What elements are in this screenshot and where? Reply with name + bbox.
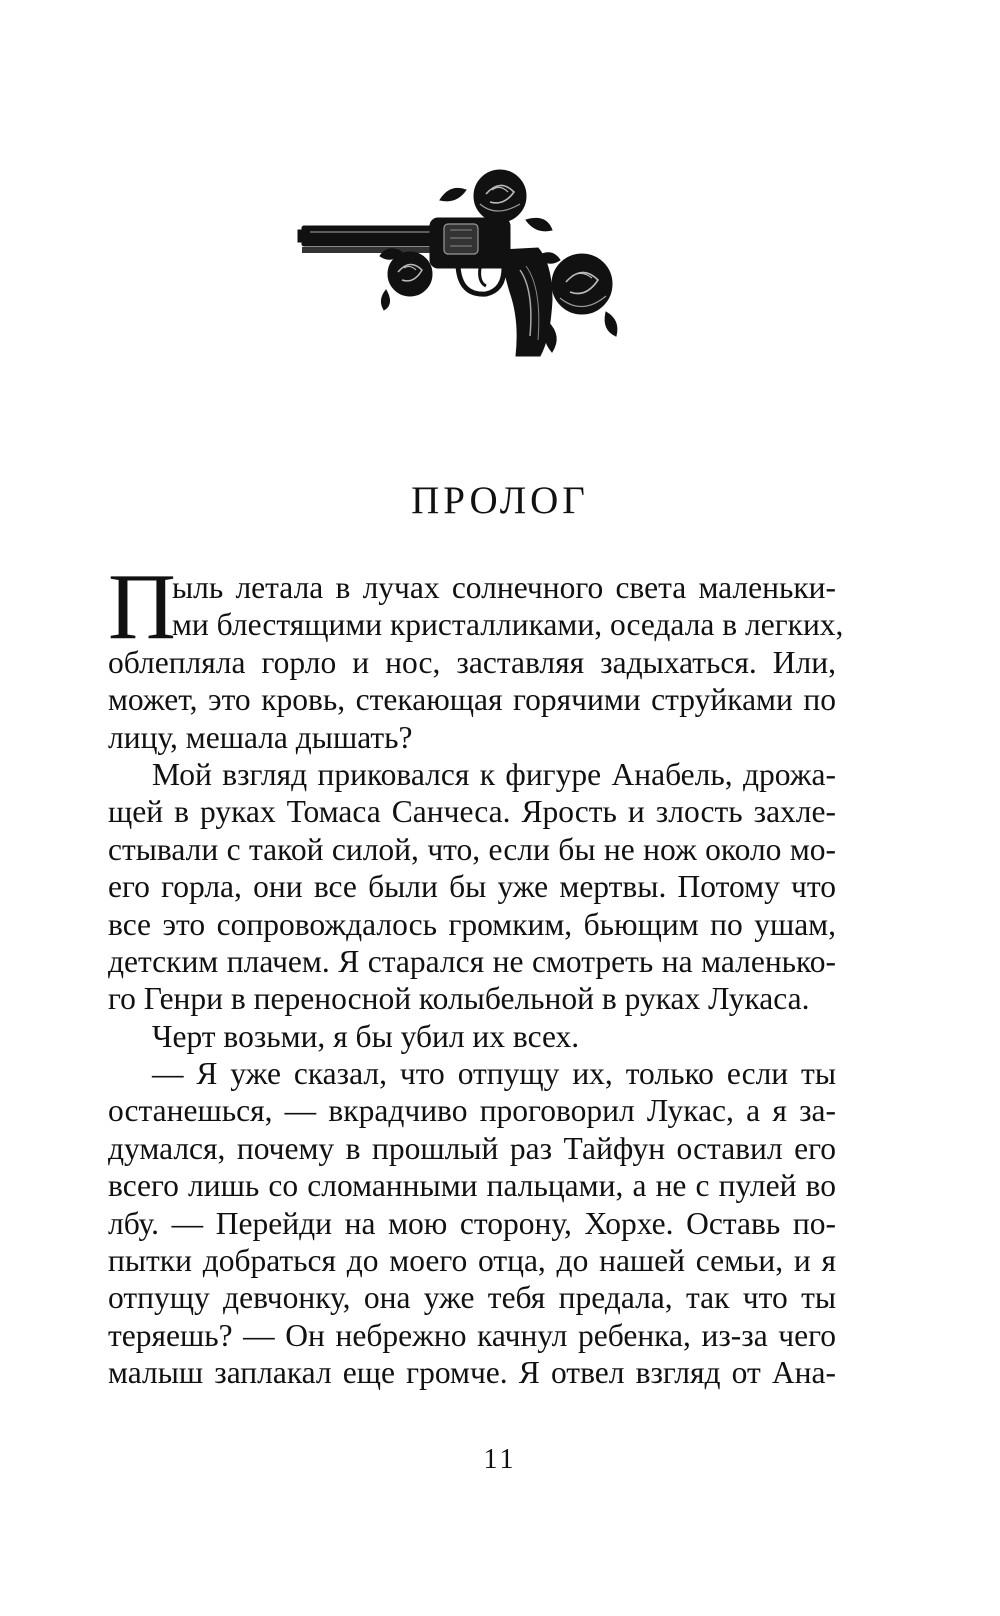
text-line: детским плачем. Я старался не смотреть на маленько- [108,943,836,979]
text-line: всего лишь со сломанными пальцами, а не с пулей во [108,1168,836,1204]
text-line: пытки добраться до моего отца, до нашей семьи, и я [108,1243,836,1279]
text-line: лицу, мешала дышать? [108,719,413,755]
text-line: все это сопровождалось громким, бьющим по ушам, [108,906,836,942]
body-text [108,555,844,1392]
text-line: Черт возьми, я бы убил их всех. [152,1018,580,1054]
text-line: Мой взгляд приковался к фигуре Анабель, дрожа- [152,756,836,792]
page-number: 11 [483,1444,517,1475]
revolver-with-roses-icon [290,160,650,380]
text-line: останешься, — вкрадчиво проговорил Лукас, а я за- [108,1093,836,1129]
text-line: облепляла горло и нос, заставляя задыхаться. Или, [108,644,836,680]
text-line: малыш заплакал еще громче. Я отвел взгляд от Ана- [108,1355,836,1391]
text-line: — Я уже сказал, что отпущу их, только если ты [152,1056,836,1092]
chapter-title: ПРОЛОГ [411,479,589,522]
text-line: стывали с такой силой, что, если бы не нож около мо- [108,831,836,867]
text-line: ми блестящими кристалликами, оседала в легких, [172,607,844,643]
text-line: го Генри в переносной колыбельной в руках Лукаса. [108,981,810,1017]
text-line: отпущу девчонку, она уже тебя предала, так что ты [108,1280,836,1316]
text-line: лбу. — Перейди на мою сторону, Хорхе. Оставь по- [108,1205,836,1241]
text-line: щей в руках Томаса Санчеса. Ярость и злость захле- [108,794,836,830]
text-line: его горла, они все были бы уже мертвы. Потому что [108,869,836,905]
drop-cap: П [108,555,176,659]
text-line: думался, почему в прошлый раз Тайфун оставил его [108,1130,836,1166]
text-line: теряешь? — Он небрежно качнул ребенка, из-за чего [108,1317,836,1353]
text-line: ыль летала в лучах солнечного света маленьки- [172,570,836,605]
text-line: может, это кровь, стекающая горячими струйками по [108,682,836,718]
